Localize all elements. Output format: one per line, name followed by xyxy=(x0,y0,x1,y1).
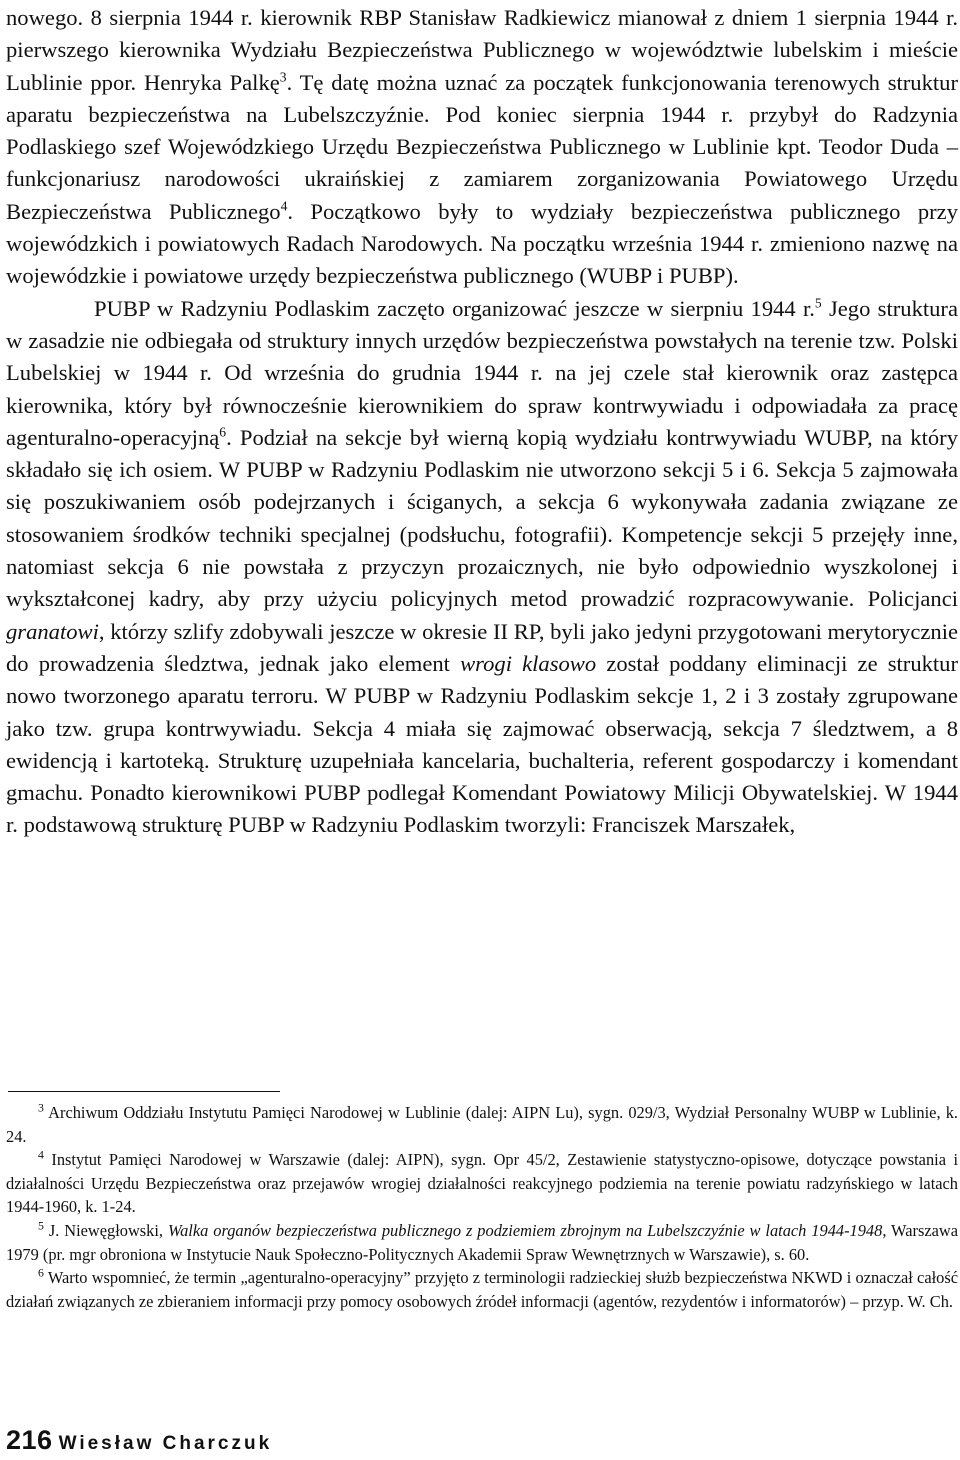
footnote-separator xyxy=(8,1091,280,1092)
footnote-text: Warto wspomnieć, że termin „agenturalno-operacyjny” przyjęto z terminologii radzieckiej służb bezpieczeństwa NKWD i oznaczał całość działań związanych ze zbieraniem informacji przy pomocy osobowych źródeł informacji (agentów, rezydentów i informatorów) – przyp. W. Ch. xyxy=(6,1268,958,1311)
footnote-number: 4 xyxy=(38,1147,44,1162)
footnote-number: 3 xyxy=(38,1100,44,1115)
paragraph-2 xyxy=(6,293,958,842)
footnote-ref-3[interactable]: 3 xyxy=(279,69,287,85)
footnote-text: , Warszawa 1979 (pr. mgr obroniona w Instytucie Nauk Społeczno-Politycznych Akademii Spraw Wewnętrznych w Warszawie), s. 60. xyxy=(6,1220,958,1264)
footnote-book-title: Walka organów bezpieczeństwa publicznego z podziemiem zbrojnym na Lubelszczyźnie w latach 1944-1948 xyxy=(167,1220,883,1240)
footnote-5 xyxy=(6,1219,958,1266)
footnote-3 xyxy=(6,1101,958,1148)
footnote-text: J. Niewęgłowski, xyxy=(43,1220,168,1240)
paragraph-1 xyxy=(6,2,958,293)
footnote-text: Archiwum Oddziału Instytutu Pamięci Narodowej w Lublinie (dalej: AIPN Lu), sygn. 029/3, Wydział Personalny WUBP w Lublinie, k. 24. xyxy=(6,1103,958,1146)
paragraph-2-text-d: , którzy szlify zdobywali jeszcze w okresie II RP, byli jako jedyni przygotowani merytorycznie do prowadzenia śledztwa, jednak jako element xyxy=(6,618,958,676)
paragraph-1-text-c: . Początkowo były to wydziały bezpieczeństwa publicznego przy wojewódzkich i powiatowych Radach Narodowych. Na początku września 1944 r. zmieniono nazwę na wojewódzkie i powiatowe urzędy bezpieczeństwa publicznego (WUBP i PUBP). xyxy=(6,198,958,289)
footnote-ref-4[interactable]: 4 xyxy=(280,198,288,214)
paragraph-2-text-b: Jego struktura w zasadzie nie odbiegała od struktury innych urzędów bezpieczeństwa powstałych na terenie tzw. Polski Lubelskiej w 1944 r. Od września do grudnia 1944 r. na jej czele stał kierownik oraz zastępca kierownika, który był równocześnie kierownikiem do spraw kontrwywiadu i odpowiadała za pracę agenturalno-operacyjną xyxy=(6,295,958,450)
body-text xyxy=(6,2,958,842)
paragraph-1-text-b: . Tę datę można uznać za początek funkcjonowania terenowych struktur aparatu bezpieczeństwa na Lubelszczyźnie. Pod koniec sierpnia 1944 r. przybył do Radzynia Podlaskiego szef Wojewódzkiego Urzędu Bezpieczeństwa Publicznego w Lublinie kpt. Teodor Duda – funkcjonariusz narodowości ukraińskiej z zamiarem zorganizowania Powiatowego Urzędu Bezpieczeństwa Publicznego xyxy=(6,69,959,224)
footnotes xyxy=(6,1101,958,1313)
paragraph-2-text-e: został poddany eliminacji ze struktur nowo tworzonego aparatu terroru. W PUBP w Radzyniu Podlaskim sekcje 1, 2 i 3 zostały zgrupowane jako tzw. grupa kontrwywiadu. Sekcja 4 miała się zajmować obserwacją, sekcja 7 śledztwem, a 8 ewidencją i kartoteką. Strukturę uzupełniała kancelaria, buchalteria, referent gospodarczy i komendant gmachu. Ponadto kierownikowi PUBP podlegał Komendant Powiatowy Milicji Obywatelskiej. W 1944 r. podstawową strukturę PUBP w Radzyniu Podlaskim tworzyli: Franciszek Marszałek, xyxy=(6,650,959,838)
footnote-ref-5[interactable]: 5 xyxy=(814,295,822,311)
footnote-number: 6 xyxy=(38,1265,44,1280)
page-number: 216 xyxy=(6,1425,53,1455)
italic-term-wrogi-klasowo: wrogi klasowo xyxy=(460,650,597,676)
footnote-number: 5 xyxy=(38,1218,44,1233)
running-author: Wiesław Charczuk xyxy=(58,1433,273,1454)
paragraph-2-text-c: . Podział na sekcje był wierną kopią wydziału kontrwywiadu WUBP, na który składało się ich osiem. W PUBP w Radzyniu Podlaskim nie utworzono sekcji 5 i 6. Sekcja 5 zajmowała się poszukiwaniem osób podejrzanych i ściganych, a sekcja 6 wykonywała zadania związane ze stosowaniem środków techniki specjalnej (podsłuchu, fotografii). Kompetencje sekcji 5 przejęły inne, natomiast sekcja 6 nie powstała z przyczyn prozaicznych, nie było odpowiednio wyszkolonej i wykształconej kadry, aby przy użyciu policyjnych metod prowadzić rozpracowywanie. Policjanci xyxy=(6,424,958,612)
page-footer xyxy=(6,1425,272,1456)
footnote-ref-6[interactable]: 6 xyxy=(219,424,227,440)
footnote-4 xyxy=(6,1148,958,1219)
paragraph-2-text-a: PUBP w Radzyniu Podlaskim zaczęto organizować jeszcze w sierpniu 1944 r. xyxy=(94,295,815,321)
footnote-text: Instytut Pamięci Narodowej w Warszawie (dalej: AIPN), sygn. Opr 45/2, Zestawienie statystyczno-opisowe, dotyczące powstania i działalności Urzędu Bezpieczeństwa oraz przejawów wrogiej działalności reakcyjnego podziemia na terenie powiatu radzyńskiego w latach 1944-1960, k. 1-24. xyxy=(6,1150,958,1217)
footnote-6 xyxy=(6,1266,958,1313)
italic-term-granatowi: granatowi xyxy=(6,618,99,644)
paragraph-1-text-a: nowego. 8 sierpnia 1944 r. kierownik RBP Stanisław Radkiewicz mianował z dniem 1 sierpnia 1944 r. pierwszego kierownika Wydziału Bezpieczeństwa Publicznego w województwie lubelskim i mieście Lublinie ppor. Henryka Palkę xyxy=(6,5,958,95)
